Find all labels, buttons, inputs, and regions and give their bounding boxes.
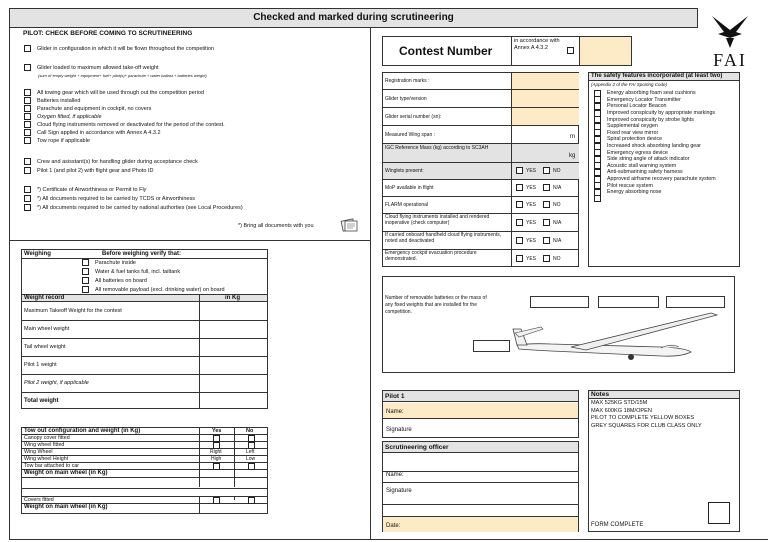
header-title: Checked and marked during scrutineering — [253, 12, 454, 23]
checkbox[interactable] — [24, 195, 31, 202]
yes-na-toggle[interactable]: YES N/A — [516, 237, 561, 244]
checkbox[interactable] — [543, 167, 550, 174]
check-item[interactable]: Batteries installed — [24, 97, 80, 104]
checkbox[interactable] — [543, 237, 550, 244]
checkbox[interactable] — [24, 204, 31, 211]
date-label: Date: — [386, 523, 401, 529]
checkbox[interactable] — [516, 184, 523, 191]
check-item[interactable]: Call Sign applied in accordance with Annex A 4.3.2 — [24, 129, 161, 136]
checkbox[interactable] — [82, 259, 89, 266]
check-item[interactable]: Cloud flying instruments removed or deactivated for the period of the contest. — [24, 121, 225, 128]
tow-yes-heading: Yes — [212, 428, 222, 434]
glider-type-input[interactable] — [512, 90, 579, 107]
info-label: Winglets present: — [385, 168, 424, 174]
notes-heading: Notes — [589, 391, 739, 399]
safety-item[interactable]: Emergency egress device — [594, 149, 716, 156]
yes-na-toggle[interactable]: YES N/A — [516, 219, 561, 226]
checkbox[interactable] — [24, 137, 31, 144]
checkbox[interactable] — [24, 129, 31, 136]
notes-line: MAX 525KG STD/15M — [591, 400, 648, 406]
verify-item[interactable]: All batteries on board — [82, 277, 147, 284]
documents-icon — [340, 216, 360, 234]
checkbox[interactable] — [24, 113, 31, 120]
officer-heading: Scrutineering officer — [383, 442, 578, 453]
pilot-box — [382, 390, 579, 438]
tow-row: Tow bar attached to car — [22, 462, 267, 469]
info-label: Glider type/version — [385, 96, 427, 102]
check-item[interactable]: Oxygen fitted, if applicable — [24, 113, 102, 120]
glider-info-table — [382, 72, 579, 267]
column-divider — [370, 28, 371, 540]
pilot-name-input[interactable] — [383, 403, 578, 419]
checkbox[interactable] — [213, 435, 220, 442]
officer-box — [382, 441, 579, 532]
check-item[interactable]: Glider loaded to maximum allowed take-off weight — [24, 64, 159, 71]
checkbox[interactable] — [213, 463, 220, 470]
checkbox[interactable] — [24, 97, 31, 104]
contest-number-box — [382, 36, 632, 66]
checkbox[interactable] — [24, 186, 31, 193]
check-item[interactable]: *) All documents required to be carried by national authorties (see Local Procedures) — [24, 204, 243, 211]
checkbox[interactable] — [248, 442, 255, 449]
checkbox[interactable] — [24, 158, 31, 165]
info-label: IGC Reference Mass (kg) according to SC3AH — [385, 145, 489, 151]
checkbox[interactable] — [24, 105, 31, 112]
annex-checkbox[interactable] — [567, 47, 574, 54]
contest-number-label: Contest Number — [399, 44, 493, 58]
unit-kg: kg — [569, 153, 576, 159]
tow-row: Wing wheel fitted — [22, 441, 267, 448]
tow-row: Weight on main wheel (in Kg) — [22, 503, 267, 510]
officer-signature-label: Signature — [386, 488, 412, 494]
safety-item[interactable]: Spiral protection device — [594, 136, 716, 143]
checkbox[interactable] — [248, 435, 255, 442]
safety-item[interactable]: Personal Locator Beacon — [594, 103, 716, 110]
weight-row-label: Total weight — [24, 398, 59, 404]
verify-item[interactable]: Water & fuel tanks full, incl. tailtank — [82, 268, 180, 275]
notes-line: GREY SQUARES FOR CLUB CLASS ONLY — [591, 422, 702, 429]
weight-record-heading: Weight record — [24, 295, 65, 301]
info-label: MoP available in flight — [385, 185, 434, 191]
tow-row: Wing Wheel — [22, 448, 267, 455]
form-complete-label: FORM COMPLETE — [591, 522, 644, 528]
checkbox[interactable] — [516, 167, 523, 174]
checkbox[interactable] — [516, 255, 523, 262]
pilot-name-label: Name: — [386, 409, 404, 415]
checkbox[interactable] — [516, 219, 523, 226]
check-item[interactable]: Crew and asisstant(s) for handling glider during acceptance check — [24, 158, 198, 165]
officer-name-label: Name: — [386, 472, 404, 478]
tow-row: Wing wheel Height — [22, 455, 267, 462]
wing-height-option[interactable]: High — [211, 456, 222, 462]
safety-item[interactable]: Energy absorbing nose — [594, 189, 716, 196]
glider-diagram-box — [382, 276, 735, 373]
tow-out-heading: Tow out configuration and weight (in Kg) — [24, 428, 141, 434]
safety-item[interactable] — [594, 196, 716, 203]
annex-note: in accordance with Annex A 4.3.2 — [514, 38, 560, 51]
safety-item[interactable]: Emergency Locator Transmitter — [594, 97, 716, 104]
checkbox[interactable] — [543, 219, 550, 226]
yes-no-toggle[interactable]: YES NO — [516, 201, 561, 208]
info-label: Registration marks : — [385, 78, 430, 84]
safety-features-box — [588, 72, 740, 267]
checkbox[interactable] — [543, 255, 550, 262]
checkbox[interactable] — [82, 268, 89, 275]
yes-no-toggle[interactable]: YES NO — [516, 255, 561, 262]
tow-out-table — [21, 427, 268, 514]
notes-line: PILOT TO COMPLETE YELLOW BOXES — [591, 415, 695, 421]
notes-lines — [591, 400, 702, 430]
weight-row-label: Pilot 2 weight, if applicable — [24, 380, 89, 386]
checkbox[interactable] — [248, 463, 255, 470]
check-item[interactable]: Pilot 1 (and pilot 2) with flight gear and Photo ID — [24, 167, 153, 174]
tow-row: Canopy cover fitted — [22, 434, 267, 441]
section-divider — [9, 240, 370, 241]
unit-kg-heading: in Kg — [225, 295, 240, 301]
safety-item[interactable]: Improved conspicuity by appropriate markings — [594, 110, 716, 117]
info-label: Cloud flying instruments installed and rendered inoperative (check computer) — [385, 214, 490, 226]
tow-row: Weight on main wheel (in Kg) — [22, 469, 267, 476]
contest-number-input[interactable] — [580, 37, 631, 65]
info-label: Measured Wing span : — [385, 132, 436, 138]
info-label: Emergency cockpit evacuation procedure demonstrated. — [385, 250, 477, 262]
checkbox[interactable] — [594, 195, 601, 202]
checkbox[interactable] — [543, 184, 550, 191]
check-item[interactable]: All towing gear which will be used through out the competition period — [24, 89, 204, 96]
registration-input[interactable] — [512, 73, 579, 89]
serial-number-input[interactable] — [512, 108, 579, 125]
wing-wheel-option[interactable]: Right — [210, 449, 222, 455]
safety-item[interactable]: Energy absorbing foam seat cushions — [594, 90, 716, 97]
checkbox[interactable] — [213, 497, 220, 504]
info-label: FLARM operational — [385, 202, 429, 208]
wing-height-option[interactable]: Low — [246, 456, 256, 462]
tow-row: Covers fitted — [22, 496, 267, 503]
safety-item[interactable]: Acoustic stall warning system — [594, 163, 716, 170]
checkbox[interactable] — [82, 286, 89, 293]
safety-item[interactable]: Approved airframe recovery parachute system — [594, 176, 716, 183]
notes-line: MAX 600KG 18M/OPEN — [591, 407, 652, 414]
safety-item[interactable]: Supplemental oxygen — [594, 123, 716, 130]
safety-heading: The safety features incorporated (at least two) — [589, 73, 739, 81]
checkbox[interactable] — [213, 442, 220, 449]
batteries-note: Number of removable batteries or the mass of any fixed weights that are installed for the competition. — [385, 295, 487, 315]
checkbox[interactable] — [82, 277, 89, 284]
header-bar — [9, 8, 698, 28]
tow-no-heading: No — [246, 428, 254, 434]
checkbox[interactable] — [543, 201, 550, 208]
battery-input-4[interactable] — [473, 340, 510, 352]
safety-item[interactable]: Fixed rear view mirror — [594, 130, 716, 137]
check-item[interactable]: Glider in configuration in which it will be flown throughout the competition — [24, 45, 214, 52]
glider-icon — [511, 307, 731, 367]
date-input[interactable] — [383, 516, 578, 532]
wing-wheel-option[interactable]: Left — [246, 449, 255, 455]
verify-heading: Before weighing verify that: — [102, 251, 182, 257]
weight-row-label: Tail wheel weight — [24, 344, 66, 350]
weighing-table — [21, 249, 268, 409]
yes-na-toggle[interactable]: YES N/A — [516, 184, 561, 191]
check-item[interactable]: *) Certificate of Airworthiness or Permit to Fly — [24, 186, 146, 193]
weight-row-label: Maximum Takeoff Weight for the contest — [24, 308, 122, 314]
checkbox[interactable] — [516, 201, 523, 208]
weight-note: (sum of empty weight + equipment+ fuel+ pilot(s)+ parachute + water ballast + batteries weight) — [38, 73, 207, 78]
check-item[interactable]: Tow rope if applicable — [24, 137, 90, 144]
info-label: Glider serial number (sn): — [385, 114, 442, 120]
bring-documents-note: *) Bring all documents with you — [238, 223, 314, 229]
safety-item[interactable]: Anti-submarining safety harness — [594, 169, 716, 176]
check-item[interactable]: Parachute and equipment in cockpit, no covers — [24, 105, 151, 112]
form-complete-checkbox[interactable] — [708, 502, 730, 524]
safety-item[interactable]: Pilot rescue system — [594, 182, 716, 189]
pilot-check-heading: PILOT: CHECK BEFORE COMING TO SCRUTINEERING — [23, 30, 193, 37]
safety-item[interactable]: Improved conspicuity by strobe lights — [594, 116, 716, 123]
pilot-heading: Pilot 1 — [383, 391, 578, 402]
notes-box — [588, 390, 740, 532]
safety-item[interactable]: Increased shock absorbing landing gear — [594, 143, 716, 150]
pilot-signature-label: Signature — [386, 427, 412, 433]
verify-item[interactable]: All removable payload (excl. drinking water) on board — [82, 286, 225, 293]
check-item[interactable]: *) All documents required to be carried by TCDS or Airworthiness — [24, 195, 195, 202]
checkbox[interactable] — [24, 45, 31, 52]
safety-item[interactable]: Side string angle of attack indicator — [594, 156, 716, 163]
yes-no-toggle[interactable]: YES NO — [516, 167, 561, 174]
checkbox[interactable] — [24, 89, 31, 96]
safety-subheading: (Appendix 2 of the FAI Sporting Code) — [591, 82, 667, 87]
weighing-heading: Weighing — [24, 251, 51, 257]
checkbox[interactable] — [516, 237, 523, 244]
fai-logo-text: FAI — [713, 50, 747, 70]
safety-list — [594, 90, 716, 202]
checkbox[interactable] — [24, 121, 31, 128]
weight-row-label: Main wheel weight — [24, 326, 70, 332]
checkbox[interactable] — [24, 64, 31, 71]
checkbox[interactable] — [24, 167, 31, 174]
weight-row-label: Pilot 1 weight — [24, 362, 57, 368]
unit-m: m — [570, 134, 575, 140]
info-label: If carried onboard handheld cloud flying instruments, noted and deactivated — [385, 232, 502, 244]
checkbox[interactable] — [248, 497, 255, 504]
verify-item[interactable]: Parachute inside — [82, 259, 136, 266]
